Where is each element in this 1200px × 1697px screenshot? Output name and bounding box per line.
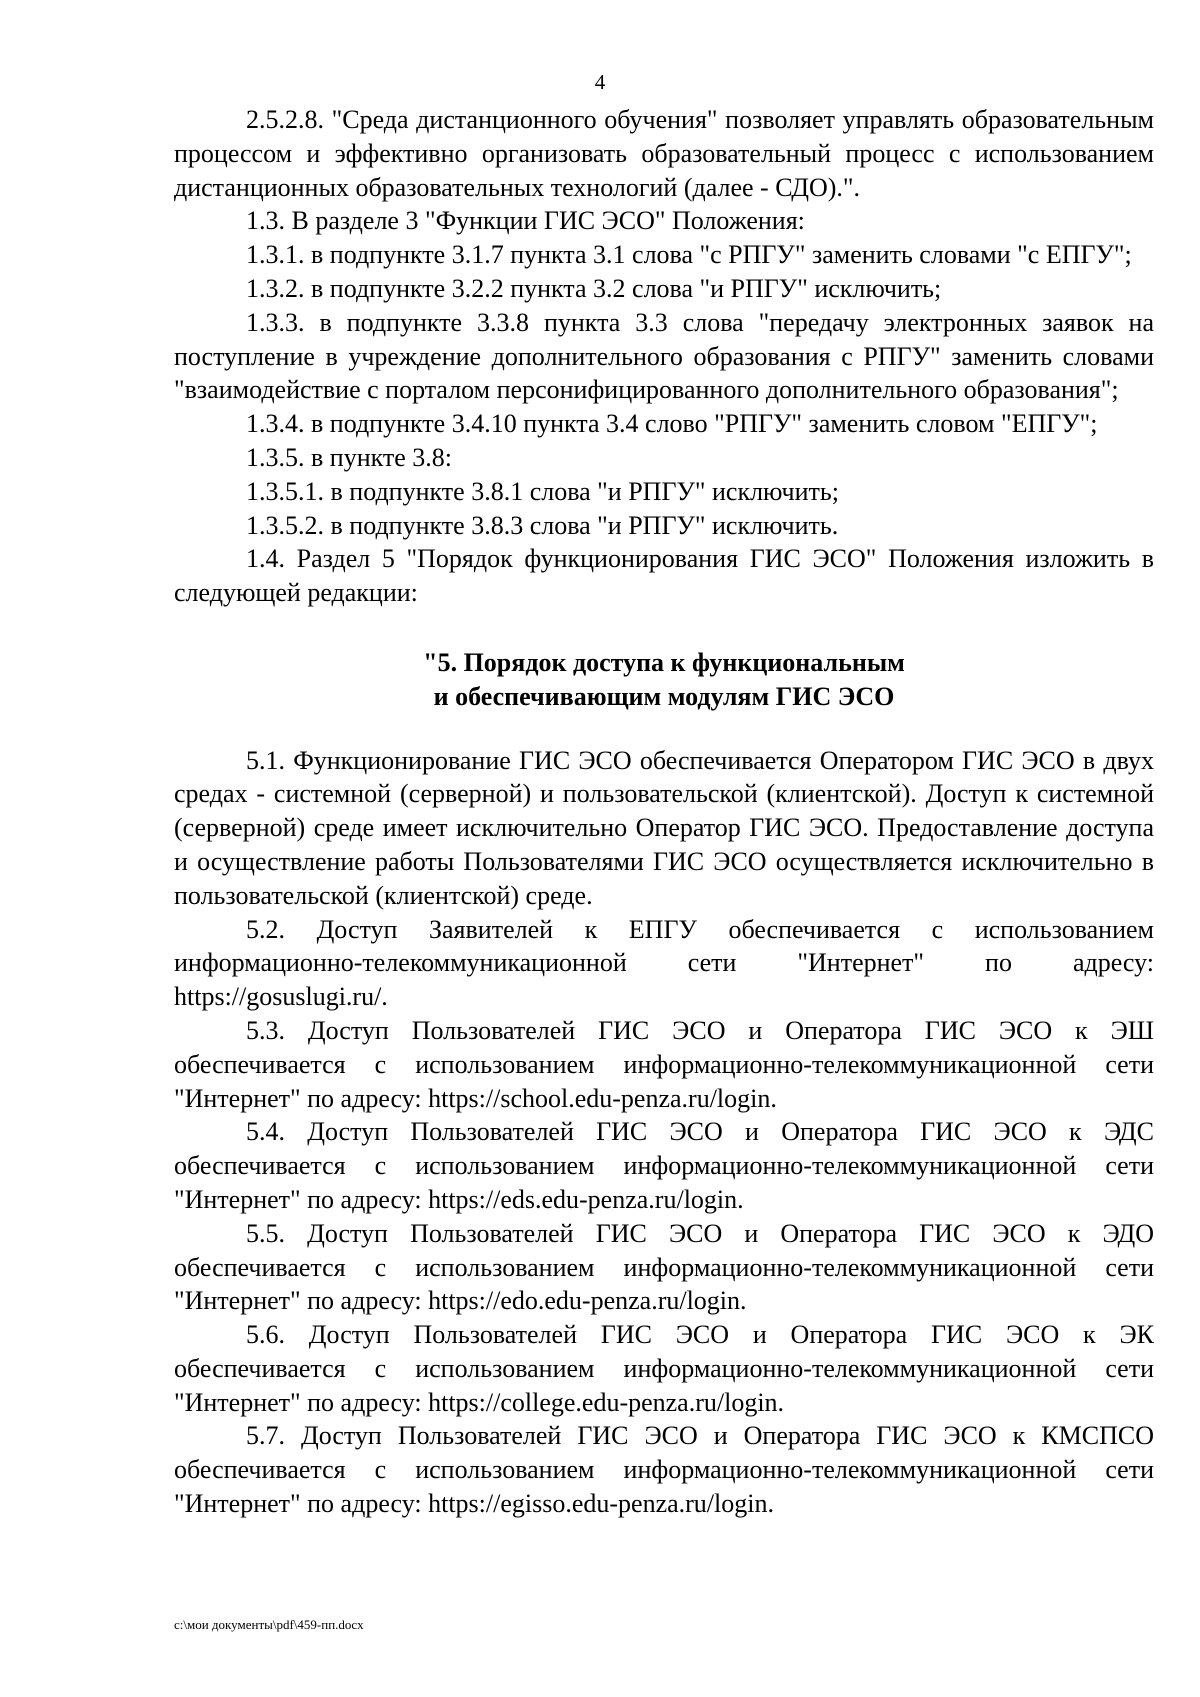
- paragraph-1-3-3: 1.3.3. в подпункте 3.3.8 пункта 3.3 слова "передачу электронных заявок на поступление в учреждение дополнительного образования с РПГУ" заменить словами "взаимодействие с порталом персонифицированного дополнительного образования";: [174, 307, 1154, 405]
- url-egisso: https://egisso.edu-penza.ru/login.: [428, 1489, 774, 1519]
- paragraph-1-3-1: 1.3.1. в подпункте 3.1.7 пункта 3.1 слова "с РПГУ" заменить словами "с ЕПГУ";: [246, 240, 1132, 270]
- url-edo: https://edo.edu-penza.ru/login.: [428, 1286, 747, 1316]
- paragraph-1-4: 1.4. Раздел 5 "Порядок функционирования ГИС ЭСО" Положения изложить в следующей редакции:: [174, 544, 1154, 608]
- paragraph-5-5-text: 5.5. Доступ Пользователей ГИС ЭСО и Оператора ГИС ЭСО к ЭДО обеспечивается с использованием информационно-телекоммуникационной сети "Интернет" по адресу:: [174, 1218, 1154, 1316]
- paragraph-1-3-4: 1.3.4. в подпункте 3.4.10 пункта 3.4 слово "РПГУ" заменить словом "ЕПГУ";: [246, 409, 1098, 439]
- url-school: https://school.edu-penza.ru/login.: [428, 1083, 777, 1113]
- paragraph-5-4-text: 5.4. Доступ Пользователей ГИС ЭСО и Оператора ГИС ЭСО к ЭДС обеспечивается с использованием информационно-телекоммуникационной сети "Интернет" по адресу:: [174, 1117, 1154, 1214]
- paragraph-5-1-text: 5.1. Функционирование ГИС ЭСО обеспечивается Оператором ГИС ЭСО в двух средах - системной (серверной) и пользовательской (клиентской). Доступ к системной (серверной) среде имеет исключительно Оператор ГИС ЭСО. Предоставление доступа и осуществление работы Пользователями ГИС ЭСО осуществляется исключительно в пользовательской (клиентской) среде.: [174, 745, 1154, 910]
- url-eds: https://eds.edu-penza.ru/login.: [428, 1184, 744, 1214]
- paragraph-5-7: [174, 1419, 1154, 1520]
- page-number: 4: [594, 70, 606, 94]
- paragraph-5-1: [174, 744, 1154, 913]
- paragraph-1-3-5-1: 1.3.5.1. в подпункте 3.8.1 слова "и РПГУ" исключить;: [246, 476, 839, 506]
- paragraph-5-7-text: 5.7. Доступ Пользователей ГИС ЭСО и Оператора ГИС ЭСО к КМСПСО обеспечивается с использованием информационно-телекоммуникационной сети "Интернет" по адресу:: [174, 1421, 1154, 1519]
- url-gosuslugi: https://gosuslugi.ru/.: [174, 982, 388, 1012]
- paragraph-5-6: [174, 1318, 1154, 1419]
- paragraph-1-3: 1.3. В разделе 3 "Функции ГИС ЭСО" Положения:: [246, 206, 805, 236]
- section-heading-line-1: "5. Порядок доступа к функциональным: [423, 647, 905, 677]
- paragraph-5-2: [174, 913, 1154, 1014]
- paragraph-2-5-2-8: 2.5.2.8. "Среда дистанционного обучения" позволяет управлять образовательным процессом и эффективно организовать образовательный процесс с использованием дистанционных образовательных технологий (далее - СДО).".: [174, 105, 1154, 202]
- footer-file-path: c:\мои документы\pdf\459-пп.docx: [174, 1617, 364, 1632]
- paragraph-1-3-5: 1.3.5. в пункте 3.8:: [246, 442, 453, 472]
- url-college: https://college.edu-penza.ru/login.: [428, 1387, 785, 1417]
- paragraph-5-5: [174, 1217, 1154, 1318]
- paragraph-5-3: [174, 1014, 1154, 1115]
- document-body: [174, 103, 1154, 1521]
- paragraph-5-6-text: 5.6. Доступ Пользователей ГИС ЭСО и Оператора ГИС ЭСО к ЭК обеспечивается с использованием информационно-телекоммуникационной сети "Интернет" по адресу:: [174, 1320, 1154, 1417]
- section-heading-line-2: и обеспечивающим модулям ГИС ЭСО: [433, 681, 895, 711]
- section-heading: [174, 646, 1154, 714]
- paragraph-1-3-5-2: 1.3.5.2. в подпункте 3.8.3 слова "и РПГУ" исключить.: [246, 510, 839, 540]
- paragraph-5-2-text: 5.2. Доступ Заявителей к ЕПГУ обеспечивается с использованием информационно-телекоммуникационной сети "Интернет" по адресу:: [174, 914, 1154, 978]
- paragraph-5-4: [174, 1115, 1154, 1216]
- paragraph-1-3-2: 1.3.2. в подпункте 3.2.2 пункта 3.2 слова "и РПГУ" исключить;: [246, 273, 942, 303]
- paragraph-5-3-text: 5.3. Доступ Пользователей ГИС ЭСО и Оператора ГИС ЭСО к ЭШ обеспечивается с использованием информационно-телекоммуникационной сети "Интернет" по адресу:: [174, 1015, 1154, 1113]
